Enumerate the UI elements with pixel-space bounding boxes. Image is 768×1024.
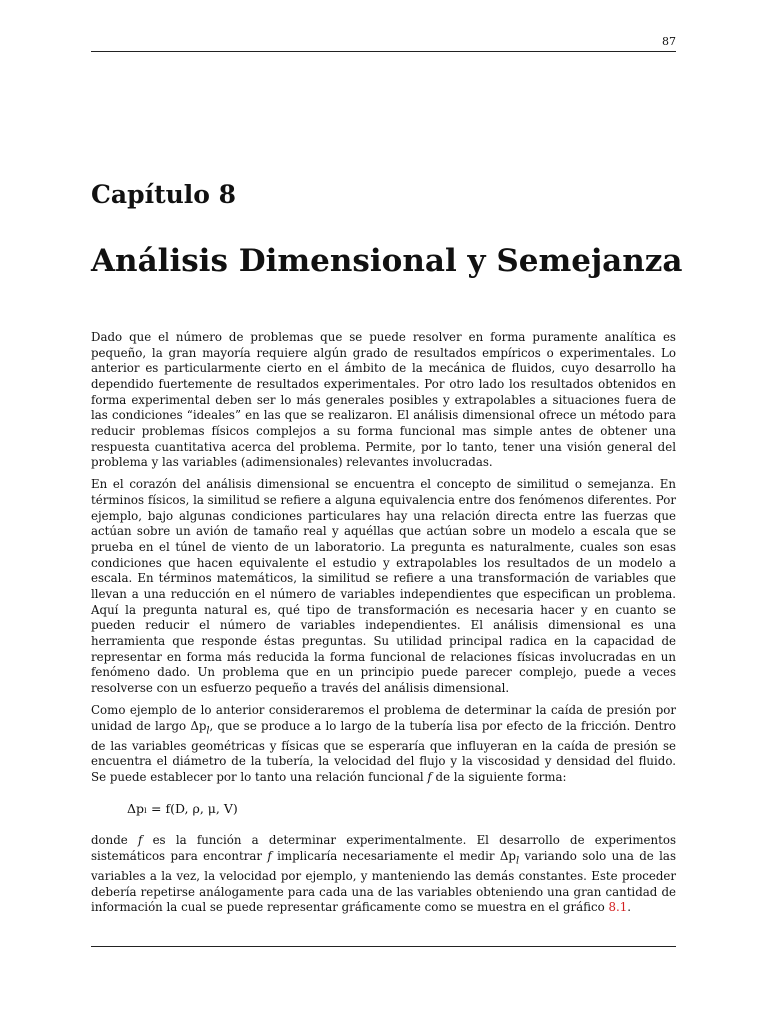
paragraph-4-text-a: donde xyxy=(91,833,138,848)
footer-rule xyxy=(91,946,676,947)
equation: Δpₗ = f(D, ρ, μ, V) xyxy=(127,800,238,816)
body-text xyxy=(91,330,676,923)
math-delta-p-sub: l xyxy=(206,725,210,737)
paragraph-4-text-b: es la función a determinar experimentalmente. El desarrollo de experimentos sistemáticos para encontrar xyxy=(91,833,676,864)
page-number: 87 xyxy=(662,35,676,48)
header-rule xyxy=(91,51,676,52)
paragraph-4-text-d: variando solo una de las variables a la vez, la velocidad por ejemplo, y manteniendo las demás constantes. Este proceder debería repetirse análogamente para cada una de las variables obteniendo una gran cantidad de información la cual se puede representar gráficamente como se muestra en el gráfico xyxy=(91,849,676,915)
math-delta-p-2 xyxy=(499,849,520,867)
paragraph-3-text-c: de la siguiente forma: xyxy=(431,770,567,785)
chapter-title: Análisis Dimensional y Semejanza xyxy=(91,243,683,279)
paragraph-3-text-a: Como ejemplo de lo anterior consideraremos el problema de determinar la caída de presión por unidad de largo xyxy=(91,703,676,733)
math-delta-p-sub-2: l xyxy=(515,855,520,867)
math-f-3: f xyxy=(267,849,272,864)
paragraph-4-text-c: implicaría necesariamente el medir xyxy=(271,849,500,864)
paragraph-4-end: . xyxy=(627,900,632,915)
math-f: f xyxy=(427,770,432,785)
chapter-label: Capítulo 8 xyxy=(91,180,237,209)
paragraph-3 xyxy=(91,703,676,786)
math-delta-p-base-2: Δp xyxy=(499,849,516,864)
paragraph-1: Dado que el número de problemas que se puede resolver en forma puramente analítica es pequeño, la gran mayoría requiere algún grado de resultados empíricos o experimentales. Lo anterior es particularmente cierto en el ámbito de la mecánica de fluidos, cuyo desarrollo ha dependido fuertemente de resultados experimentales. Por otro lado los resultados obtenidos en forma experimental deben ser lo más generales posibles y extrapolables a situaciones fuera de las condiciones “ideales” en las que se realizaron. El análisis dimensional ofrece un método para reducir problemas físicos complejos a su forma funcional mas simple antes de obtener una respuesta cuantitativa acerca del problema. Permite, por lo tanto, tener una visión general del problema y las variables (adimensionales) relevantes involucradas. xyxy=(91,330,676,470)
paragraph-4 xyxy=(91,833,676,916)
math-delta-p-base: Δp xyxy=(190,718,207,733)
paragraph-2: En el corazón del análisis dimensional se encuentra el concepto de similitud o semejanza. En términos físicos, la similitud se refiere a alguna equivalencia entre dos fenómenos diferentes. Por ejemplo, bajo algunas condiciones particulares hay una relación directa entre las fuerzas que actúan sobre un avión de tamaño real y aquéllas que actúan sobre un modelo a escala que se prueba en el túnel de viento de un laboratorio. La pregunta es naturalmente, cuales son esas condiciones que hacen equivalente el estudio y extrapolables los resultados de un modelo a escala. En términos matemáticos, la similitud se refiere a una transformación de variables que llevan a una reducción en el número de variables independientes que especifican un problema. Aquí la pregunta natural es, qué tipo de transformación es necesaria hacer y en cuanto se pueden reducir el número de variables independientes. El análisis dimensional es una herramienta que responde éstas preguntas. Su utilidad principal radica en la capacidad de representar en forma más reducida la forma funcional de relaciones físicas involucradas en un fenómeno dado. Un problema que en un principio puede parecer complejo, puede a veces resolverse con un esfuerzo pequeño a través del análisis dimensional. xyxy=(91,477,676,695)
math-f-2: f xyxy=(138,833,143,848)
math-delta-p xyxy=(190,718,210,737)
paragraph-3-text-b: , que se produce a lo largo de la tubería lisa por efecto de la fricción. Dentro de las variables geométricas y físicas que se esperaría que influyeran en la caída de presión se encuentra el diámetro de la tubería, la velocidad del flujo y la viscosidad y densidad del fluido. Se puede establecer por lo tanto una relación funcional xyxy=(91,718,676,785)
figure-reference-link[interactable]: 8.1 xyxy=(608,900,628,915)
